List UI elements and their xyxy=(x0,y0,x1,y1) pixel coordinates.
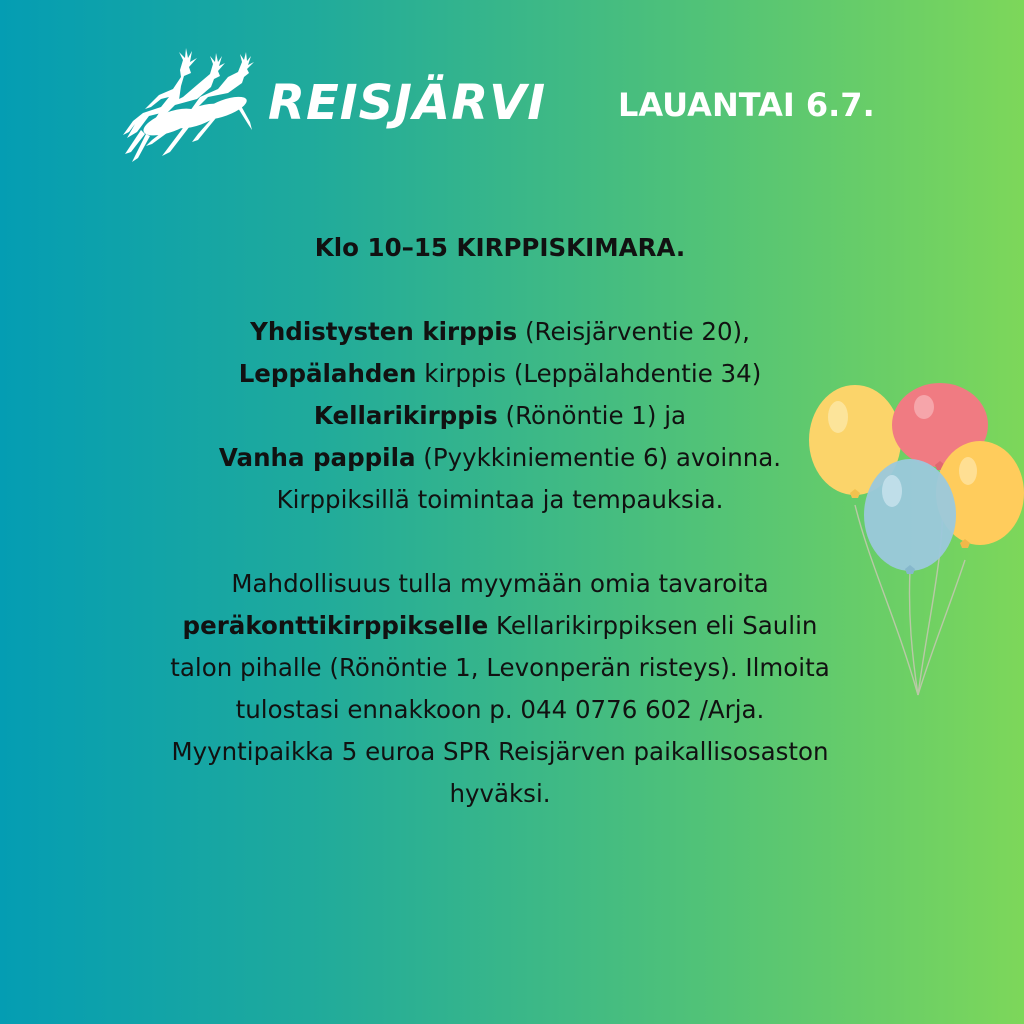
balloon-blue xyxy=(864,459,956,574)
date-heading: LAUANTAI 6.7. xyxy=(618,86,875,124)
venue-name: Leppälahden xyxy=(238,359,417,388)
venue-line xyxy=(90,353,910,395)
venue-detail: (Rönöntie 1) ja xyxy=(497,401,687,430)
headline: Klo 10–15 KIRPPISKIMARA. xyxy=(314,233,686,262)
activities-line: Kirppiksillä toimintaa ja tempauksia. xyxy=(276,485,724,514)
venue-line xyxy=(90,311,910,353)
venue-detail: (Reisjärventie 20), xyxy=(517,317,750,346)
venue-name: Vanha pappila xyxy=(218,443,416,472)
venue-detail: (Pyykkiniementie 6) avoinna. xyxy=(415,443,782,472)
venue-detail: kirppis (Leppälahdentie 34) xyxy=(416,359,762,388)
event-description xyxy=(90,227,910,815)
spacer xyxy=(90,269,910,311)
logo-text: REISJÄRVI xyxy=(268,75,547,131)
balloons-icon xyxy=(800,375,1024,705)
spacer xyxy=(90,521,910,563)
trunk-sale-line xyxy=(90,605,910,647)
reisjarvi-logo xyxy=(120,42,547,167)
venue-line xyxy=(90,395,910,437)
trunk-sale-line: Myyntipaikka 5 euroa SPR Reisjärven paikallisosaston xyxy=(171,737,829,766)
venue-name: Yhdistysten kirppis xyxy=(250,317,518,346)
trunk-sale-line: tulostasi ennakkoon p. 044 0776 602 /Arja. xyxy=(235,695,765,724)
trunk-sale-line: hyväksi. xyxy=(449,779,551,808)
venue-line xyxy=(90,437,910,479)
reindeer-icon xyxy=(120,42,270,167)
venue-name: Kellarikirppis xyxy=(313,401,498,430)
trunk-sale-line: talon pihalle (Rönöntie 1, Levonperän risteys). Ilmoita xyxy=(170,653,830,682)
trunk-sale-rest: Kellarikirppiksen eli Saulin xyxy=(488,611,818,640)
trunk-sale-line: Mahdollisuus tulla myymään omia tavaroita xyxy=(231,569,769,598)
trunk-sale-bold: peräkonttikirppikselle xyxy=(182,611,489,640)
